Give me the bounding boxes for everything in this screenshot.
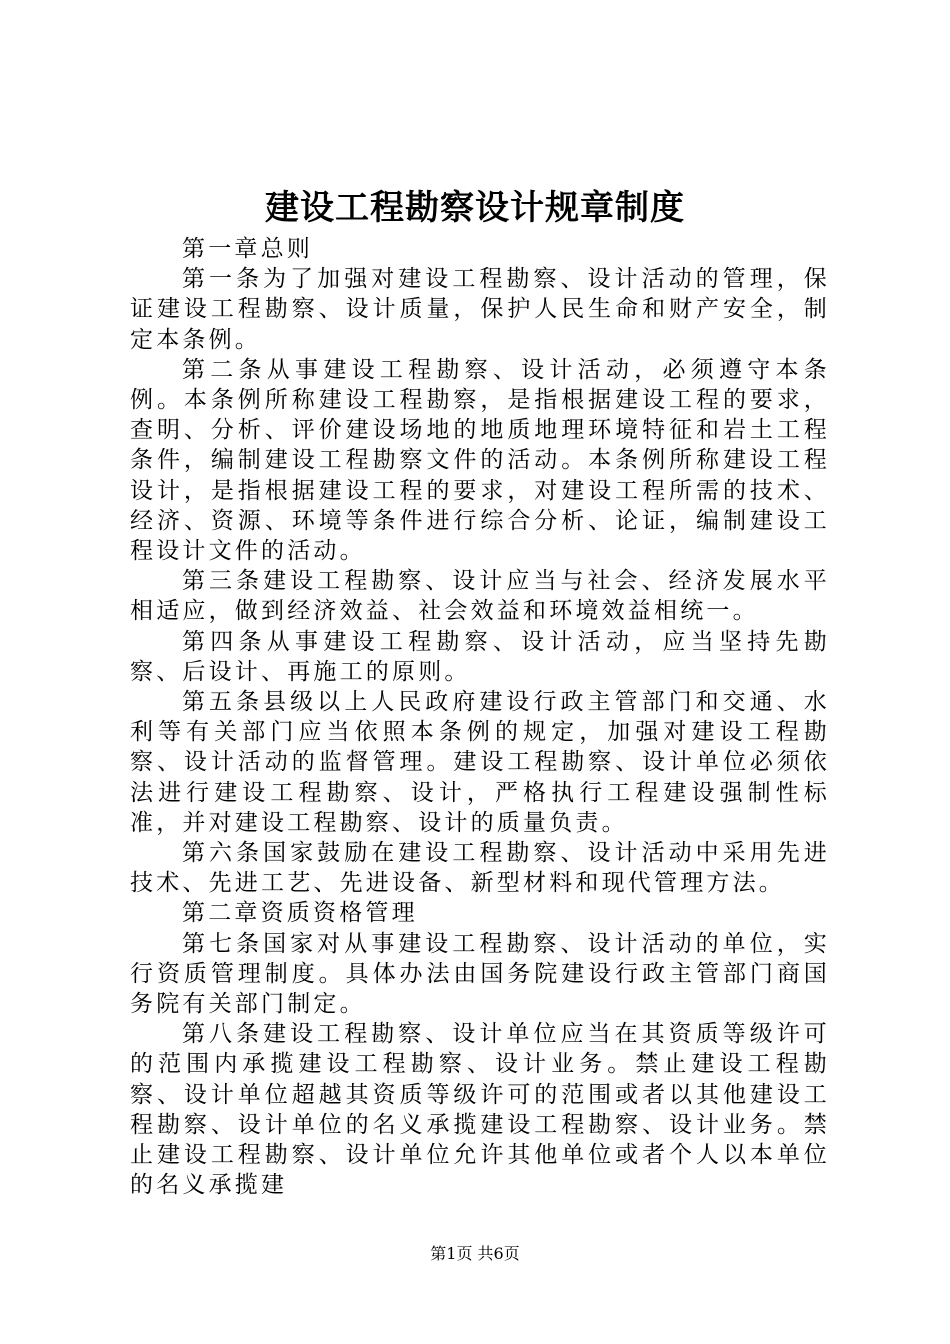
page-footer: 第1页 共6页 [430,1244,520,1263]
chapter-heading: 第一章总则 [182,236,313,262]
document-title: 建设工程勘察设计规章制度 [265,188,685,228]
article-paragraph: 第三条建设工程勘察、设计应当与社会、经济发展水平相适应，做到经济效益、社会效益和环境效益相统一。 [130,568,830,625]
article-paragraph: 第五条县级以上人民政府建设行政主管部门和交通、水利等有关部门应当依照本条例的规定，加强对建设工程勘察、设计活动的监督管理。建设工程勘察、设计单位必须依法进行建设工程勘察、设计，严格执行工程建设强制性标准，并对建设工程勘察、设计的质量负责。 [130,689,830,836]
document-body [130,234,830,1201]
article-paragraph: 第四条从事建设工程勘察、设计活动，应当坚持先勘察、后设计、再施工的原则。 [130,628,830,685]
article-paragraph: 第一条为了加强对建设工程勘察、设计活动的管理，保证建设工程勘察、设计质量，保护人民生命和财产安全，制定本条例。 [130,266,830,353]
article-paragraph: 第七条国家对从事建设工程勘察、设计活动的单位，实行资质管理制度。具体办法由国务院建设行政主管部门商国务院有关部门制定。 [130,930,830,1018]
article-paragraph: 第八条建设工程勘察、设计单位应当在其资质等级许可的范围内承揽建设工程勘察、设计业务。禁止建设工程勘察、设计单位超越其资质等级许可的范围或者以其他建设工程勘察、设计单位的名义承揽建设工程勘察、设计业务。禁止建设工程勘察、设计单位允许其他单位或者个人以本单位的名义承揽建 [130,1021,830,1199]
article-paragraph: 第二条从事建设工程勘察、设计活动，必须遵守本条例。本条例所称建设工程勘察，是指根据建设工程的要求，查明、分析、评价建设场地的地质地理环境特征和岩土工程条件，编制建设工程勘察文件的活动。本条例所称建设工程设计，是指根据建设工程的要求，对建设工程所需的技术、经济、资源、环境等条件进行综合分析、论证，编制建设工程设计文件的活动。 [130,356,830,565]
chapter-heading: 第二章资质资格管理 [182,900,418,927]
article-paragraph: 第六条国家鼓励在建设工程勘察、设计活动中采用先进技术、先进工艺、先进设备、新型材料和现代管理方法。 [130,840,830,897]
